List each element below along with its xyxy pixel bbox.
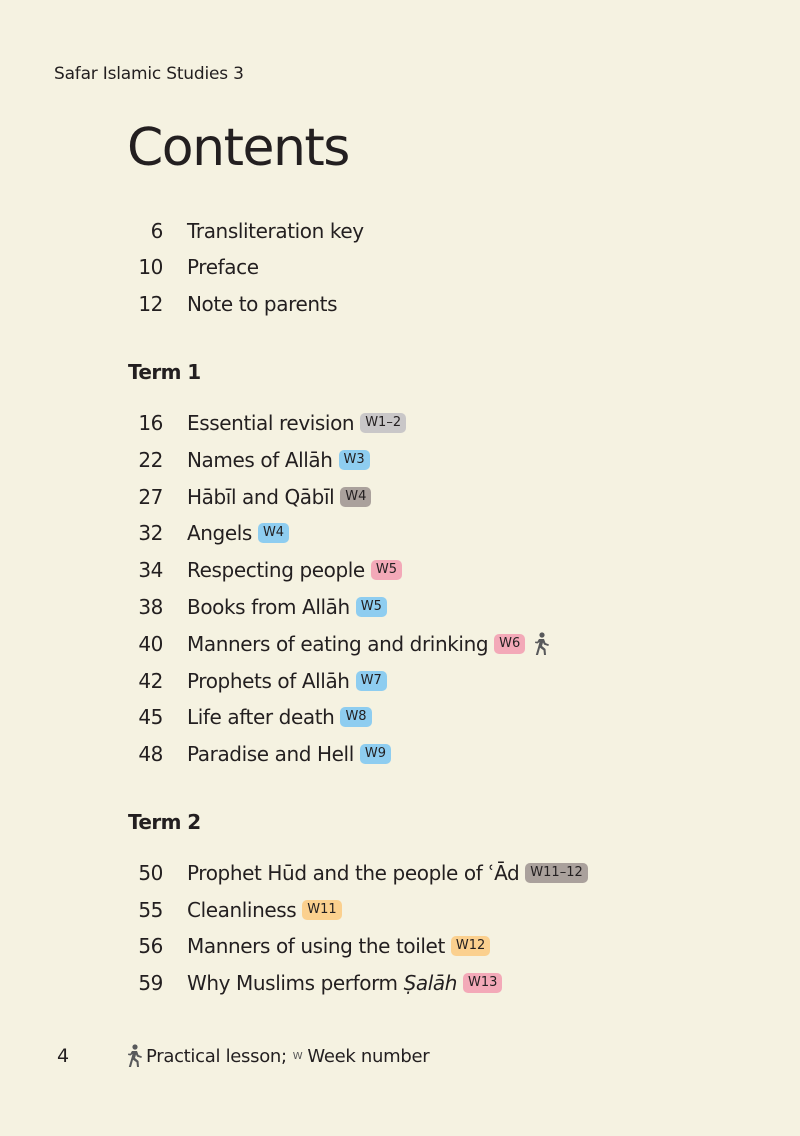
entry-title: Paradise and Hell xyxy=(187,742,354,766)
toc-entry[interactable] xyxy=(0,858,588,888)
page-number: 38 xyxy=(138,595,163,619)
legend xyxy=(124,1044,429,1068)
page-number: 42 xyxy=(138,669,163,693)
running-person-icon xyxy=(124,1044,144,1068)
page-number: 12 xyxy=(138,292,163,316)
week-badge: W9 xyxy=(360,744,391,764)
toc-entry[interactable] xyxy=(0,445,370,475)
page-number: 45 xyxy=(138,705,163,729)
toc-entry[interactable] xyxy=(0,666,387,696)
legend-week-label: Week number xyxy=(307,1045,430,1067)
entry-title: Life after death xyxy=(187,705,335,729)
week-badge: W3 xyxy=(339,450,370,470)
page-number: 10 xyxy=(138,255,163,279)
term-1-heading: Term 1 xyxy=(128,360,201,384)
week-badge: W5 xyxy=(371,560,402,580)
page-number: 50 xyxy=(138,861,163,885)
week-badge: W6 xyxy=(494,634,525,654)
week-badge: W12 xyxy=(451,936,490,956)
week-badge: W4 xyxy=(258,523,289,543)
legend-w-marker: W xyxy=(292,1050,303,1062)
entry-title: Angels xyxy=(187,521,252,545)
toc-entry[interactable] xyxy=(0,592,387,622)
week-badge: W11 xyxy=(302,900,341,920)
toc-entry-preface[interactable] xyxy=(0,252,259,282)
entry-title: Preface xyxy=(187,255,259,279)
page-number: 56 xyxy=(138,934,163,958)
toc-entry-transliteration-key[interactable] xyxy=(0,216,364,246)
toc-entry[interactable] xyxy=(0,739,391,769)
toc-entry[interactable] xyxy=(0,555,402,585)
page-number: 34 xyxy=(138,558,163,582)
entry-title: Names of Allāh xyxy=(187,448,333,472)
week-badge: W11–12 xyxy=(525,863,587,883)
entry-title: Transliteration key xyxy=(187,219,364,243)
entry-title: Manners of eating and drinking xyxy=(187,632,489,656)
running-person-icon xyxy=(531,632,551,656)
toc-entry[interactable] xyxy=(0,629,551,659)
running-head: Safar Islamic Studies 3 xyxy=(54,64,244,84)
entry-title: Hābīl and Qābīl xyxy=(187,485,335,509)
entry-title: Prophets of Allāh xyxy=(187,669,350,693)
entry-title: Note to parents xyxy=(187,292,338,316)
page-folio: 4 xyxy=(57,1045,69,1067)
page-number: 27 xyxy=(138,485,163,509)
entry-title xyxy=(187,971,457,995)
toc-entry[interactable] xyxy=(0,968,502,998)
week-badge: W8 xyxy=(340,707,371,727)
week-badge: W7 xyxy=(356,671,387,691)
toc-entry[interactable] xyxy=(0,482,371,512)
page-number: 6 xyxy=(150,219,163,243)
page-footer xyxy=(0,1042,800,1070)
page-number: 55 xyxy=(138,898,163,922)
page-number: 32 xyxy=(138,521,163,545)
page-number: 40 xyxy=(138,632,163,656)
toc-entry[interactable] xyxy=(0,702,372,732)
entry-title-plain: Why Muslims perform xyxy=(187,971,404,995)
entry-title: Cleanliness xyxy=(187,898,297,922)
entry-title-italic: Ṣalāh xyxy=(403,971,458,995)
week-badge: W1–2 xyxy=(360,413,406,433)
legend-practical-label: Practical lesson; xyxy=(146,1045,287,1067)
week-badge: W4 xyxy=(340,487,371,507)
week-badge: W13 xyxy=(463,973,502,993)
entry-title: Prophet Hūd and the people of ʿĀd xyxy=(187,861,520,885)
entry-title: Essential revision xyxy=(187,411,355,435)
page-number: 16 xyxy=(138,411,163,435)
toc-entry[interactable] xyxy=(0,931,490,961)
entry-title: Books from Allāh xyxy=(187,595,350,619)
page-number: 59 xyxy=(138,971,163,995)
toc-entry[interactable] xyxy=(0,408,406,438)
entry-title: Manners of using the toilet xyxy=(187,934,445,958)
page-number: 22 xyxy=(138,448,163,472)
toc-entry[interactable] xyxy=(0,518,289,548)
entry-title: Respecting people xyxy=(187,558,365,582)
week-badge: W5 xyxy=(356,597,387,617)
page-title: Contents xyxy=(127,118,349,178)
toc-entry[interactable] xyxy=(0,895,342,925)
toc-entry-note-to-parents[interactable] xyxy=(0,289,337,319)
page-number: 48 xyxy=(138,742,163,766)
term-2-heading: Term 2 xyxy=(128,810,201,834)
